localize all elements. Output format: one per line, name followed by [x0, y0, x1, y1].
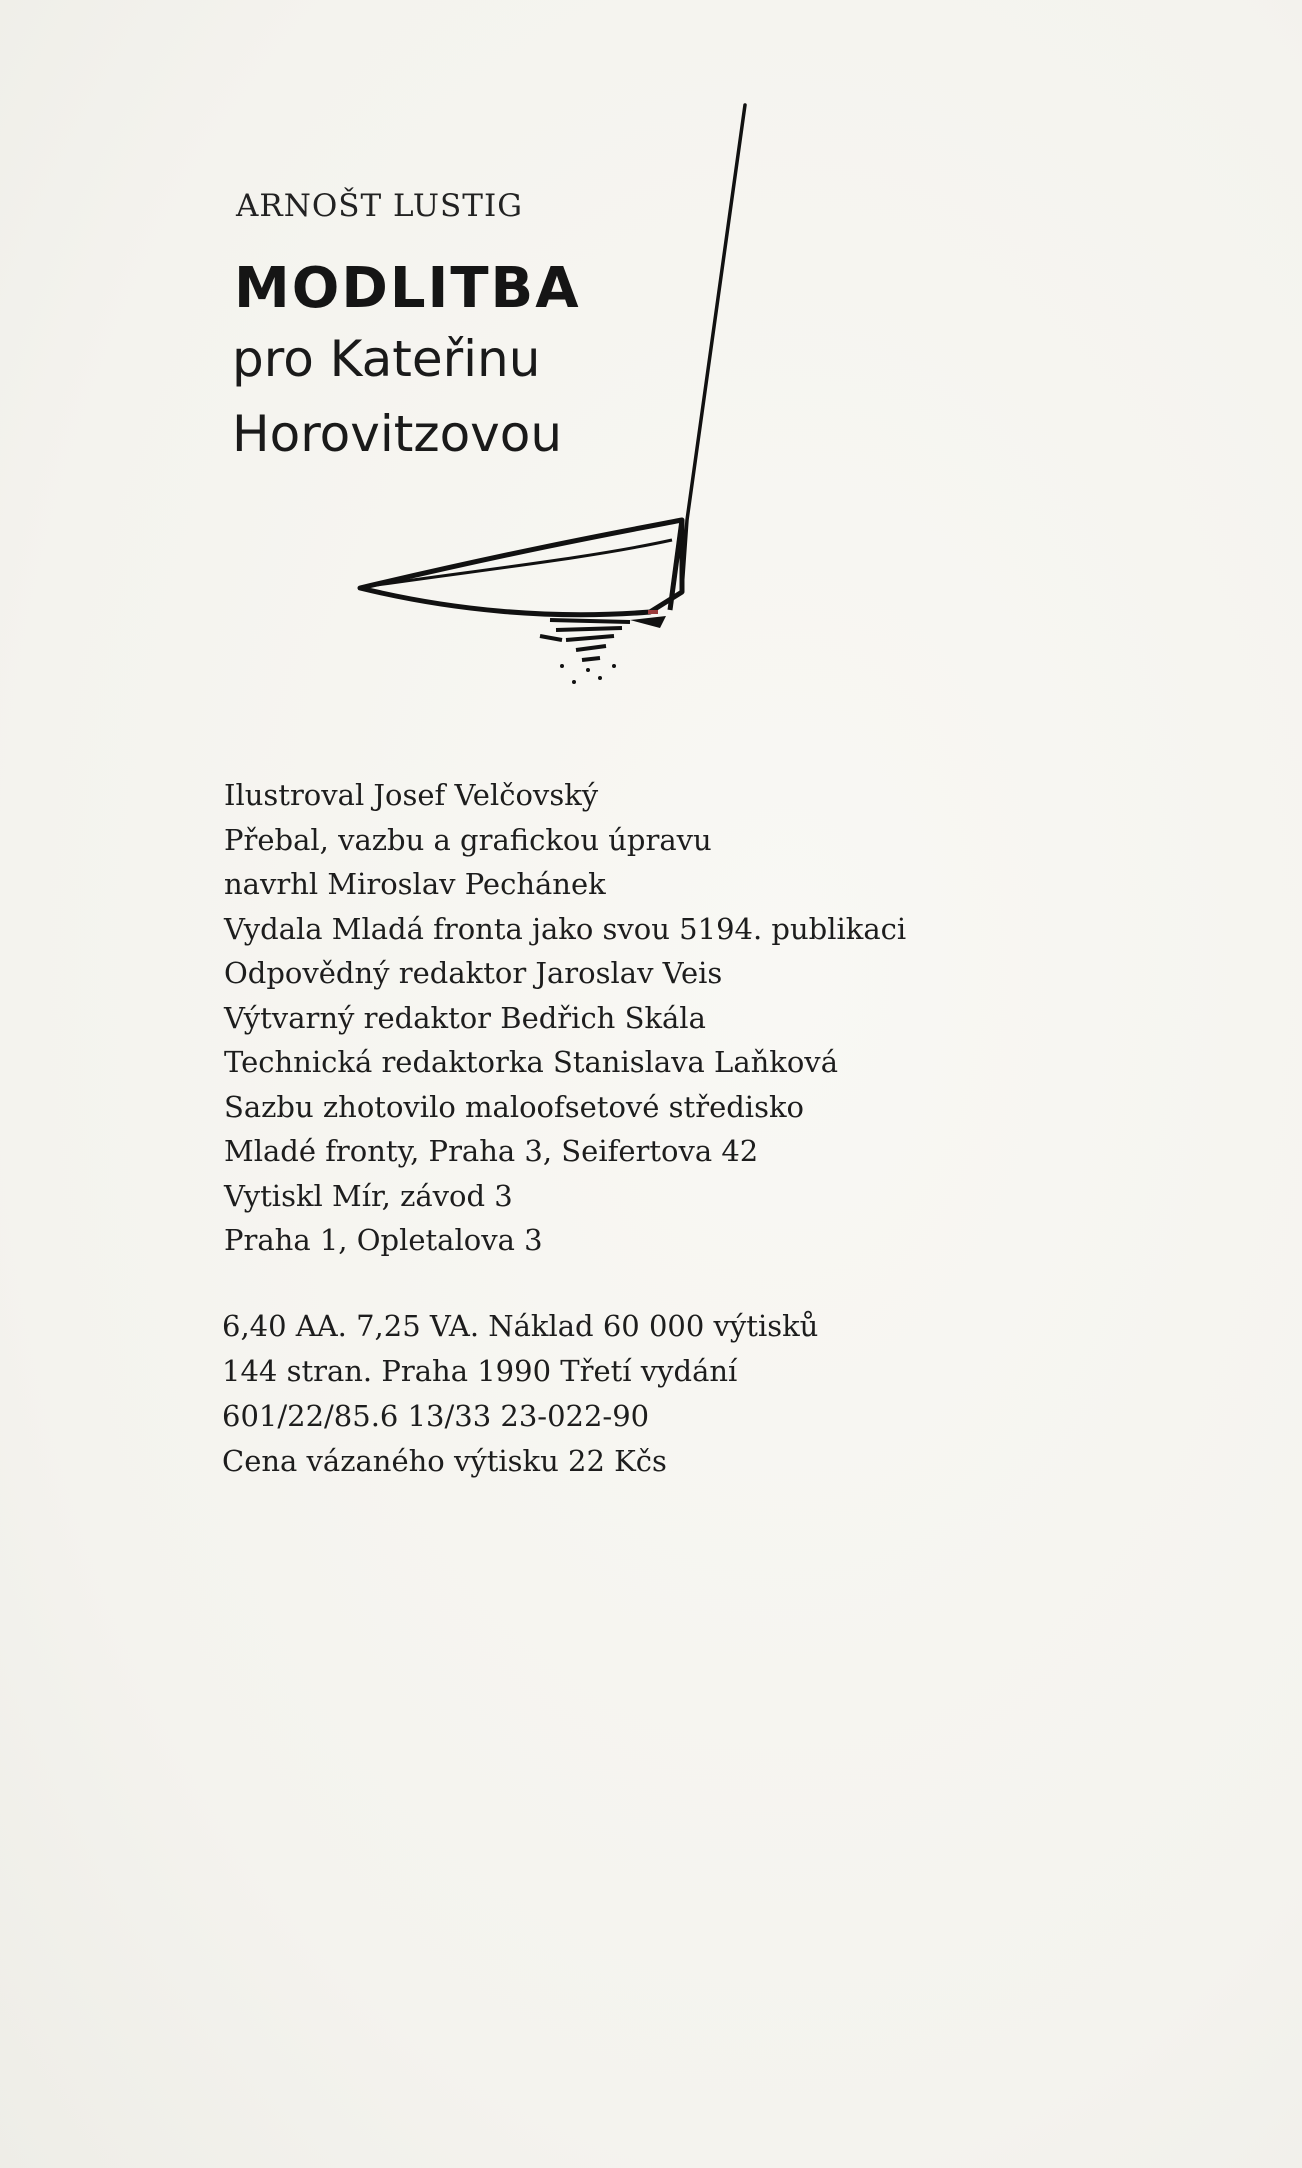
edition-line: Cena vázaného výtisku 22 Kčs — [222, 1444, 667, 1478]
credit-line: Přebal, vazbu a grafickou úpravu — [224, 822, 712, 857]
book-subtitle-line-1: pro Kateřinu — [232, 330, 541, 388]
credit-line: Vytiskl Mír, závod 3 — [224, 1178, 513, 1213]
edition-info-block — [222, 1304, 818, 1484]
book-subtitle-line-2: Horovitzovou — [232, 405, 563, 463]
author-name: ARNOŠT LUSTIG — [236, 188, 523, 224]
credit-line: Odpovědný redaktor Jaroslav Veis — [224, 956, 723, 990]
credit-line: Sazbu zhotovilo maloofsetové středisko — [224, 1089, 804, 1124]
credit-line: Praha 1, Opletalova 3 — [224, 1223, 543, 1257]
edition-line: 601/22/85.6 13/33 23-022-90 — [222, 1399, 650, 1433]
book-title: MODLITBA — [234, 256, 581, 321]
credit-line: Mladé fronty, Praha 3, Seifertova 42 — [224, 1134, 759, 1168]
edition-line: 144 stran. Praha 1990 Třetí vydání — [222, 1354, 738, 1388]
credit-line: Vydala Mladá fronta jako svou 5194. publikaci — [224, 911, 907, 946]
credit-line: Technická redaktorka Stanislava Laňková — [224, 1045, 838, 1079]
credit-line: navrhl Miroslav Pechánek — [224, 867, 606, 901]
credit-line: Ilustroval Josef Velčovský — [224, 778, 599, 812]
edition-line: 6,40 AA. 7,25 VA. Náklad 60 000 výtisků — [222, 1309, 819, 1343]
credits-block — [224, 773, 906, 1263]
credit-line: Výtvarný redaktor Bedřich Skála — [224, 1000, 706, 1035]
